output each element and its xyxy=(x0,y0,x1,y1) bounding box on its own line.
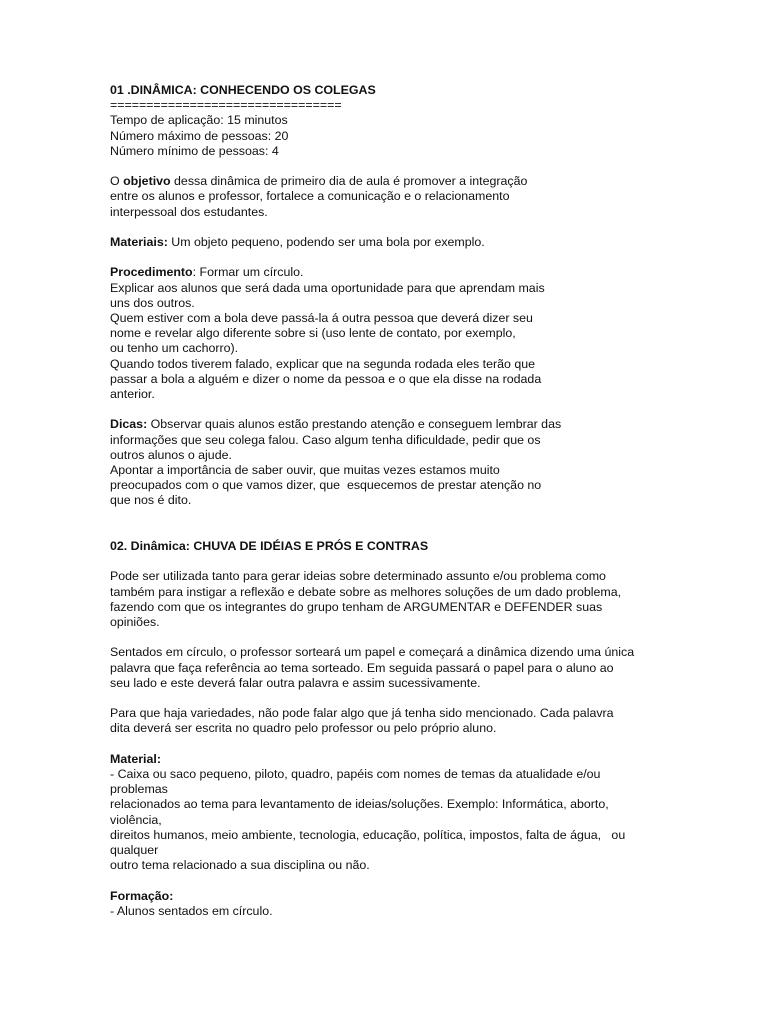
tips-line: que nos é dito. xyxy=(110,493,192,508)
material-line: relacionados ao tema para levantamento de ideias/soluções. Exemplo: Informática, aborto, xyxy=(110,797,609,812)
objective-line: interpessoal dos estudantes. xyxy=(110,204,268,219)
section2-title: 02. Dinâmica: CHUVA DE IDÉIAS E PRÓS E CONTRAS xyxy=(110,539,429,554)
section1-title: 01 .DINÂMICA: CONHECENDO OS COLEGAS xyxy=(110,83,376,97)
paragraph-line: opiniões. xyxy=(110,615,160,630)
paragraph-line: Para que haja variedades, não pode falar algo que já tenha sido mencionado. Cada palavra xyxy=(110,706,614,721)
tips-line: Apontar a importância de saber ouvir, que muitas vezes estamos muito xyxy=(110,463,500,478)
materials-line: Materiais: Um objeto pequeno, podendo ser uma bola por exemplo. xyxy=(110,235,485,249)
paragraph-line: Pode ser utilizada tanto para gerar ideias sobre determinado assunto e/ou problema como xyxy=(110,569,606,584)
meta-line: Número mínimo de pessoas: 4 xyxy=(110,143,279,158)
procedure-line: uns dos outros. xyxy=(110,295,195,310)
material-line: problemas xyxy=(110,782,168,797)
paragraph-line: fazendo com que os integrantes do grupo tenham de ARGUMENTAR e DEFENDER suas xyxy=(110,599,603,614)
paragraph-line: seu lado e este deverá falar outra palavra e assim sucessivamente. xyxy=(110,675,481,690)
section1-separator: ================================ xyxy=(110,98,342,113)
procedure-line: Explicar aos alunos que será dada uma oportunidade para que aprendam mais xyxy=(110,280,545,295)
formation-line: - Alunos sentados em círculo. xyxy=(110,903,273,918)
material-heading: Material: xyxy=(110,751,161,766)
objective-line: entre os alunos e professor, fortalece a comunicação e o relacionamento xyxy=(110,189,510,204)
material-line: direitos humanos, meio ambiente, tecnologia, educação, política, impostos, falta de água, ou xyxy=(110,827,626,842)
procedure-line: passar a bola a alguém e dizer o nome da pessoa e o que ela disse na rodada xyxy=(110,371,542,386)
paragraph-line: palavra que faça referência ao tema sorteado. Em seguida passará o papel para o aluno ao xyxy=(110,660,614,675)
formation-heading: Formação: xyxy=(110,888,174,903)
objective-line: O objetivo dessa dinâmica de primeiro dia de aula é promover a integração xyxy=(110,174,528,189)
tips-line: informações que seu colega falou. Caso algum tenha dificuldade, pedir que os xyxy=(110,432,541,447)
procedure-line: nome e revelar algo diferente sobre si (uso lente de contato, por exemplo, xyxy=(110,326,516,341)
procedure-line: ou tenho um cachorro). xyxy=(110,341,239,356)
meta-line: Número máximo de pessoas: 20 xyxy=(110,128,289,143)
paragraph-line: Sentados em círculo, o professor sorteará um papel e começará a dinâmica dizendo uma única xyxy=(110,645,635,660)
procedure-line: Quem estiver com a bola deve passá-la á outra pessoa que deverá dizer seu xyxy=(110,311,533,325)
paragraph-line: dita deverá ser escrita no quadro pelo professor ou pelo próprio aluno. xyxy=(110,721,497,736)
tips-line: preocupados com o que vamos dizer, que esquecemos de prestar atenção no xyxy=(110,478,542,493)
material-line: - Caixa ou saco pequeno, piloto, quadro, papéis com nomes de temas da atualidade e/ou xyxy=(110,767,601,781)
material-line: outro tema relacionado a sua disciplina ou não. xyxy=(110,858,370,873)
procedure-line: anterior. xyxy=(110,387,155,402)
procedure-line: Procedimento: Formar um círculo. xyxy=(110,265,304,280)
meta-line: Tempo de aplicação: 15 minutos xyxy=(110,113,288,128)
material-line: violência, xyxy=(110,812,162,827)
tips-line: outros alunos o ajude. xyxy=(110,447,232,462)
material-line: qualquer xyxy=(110,843,159,858)
tips-line: Dicas: Observar quais alunos estão prestando atenção e conseguem lembrar das xyxy=(110,417,562,432)
paragraph-line: também para instigar a reflexão e debate sobre as melhores soluções de um dado problema, xyxy=(110,584,622,599)
procedure-line: Quando todos tiverem falado, explicar que na segunda rodada eles terão que xyxy=(110,356,536,371)
